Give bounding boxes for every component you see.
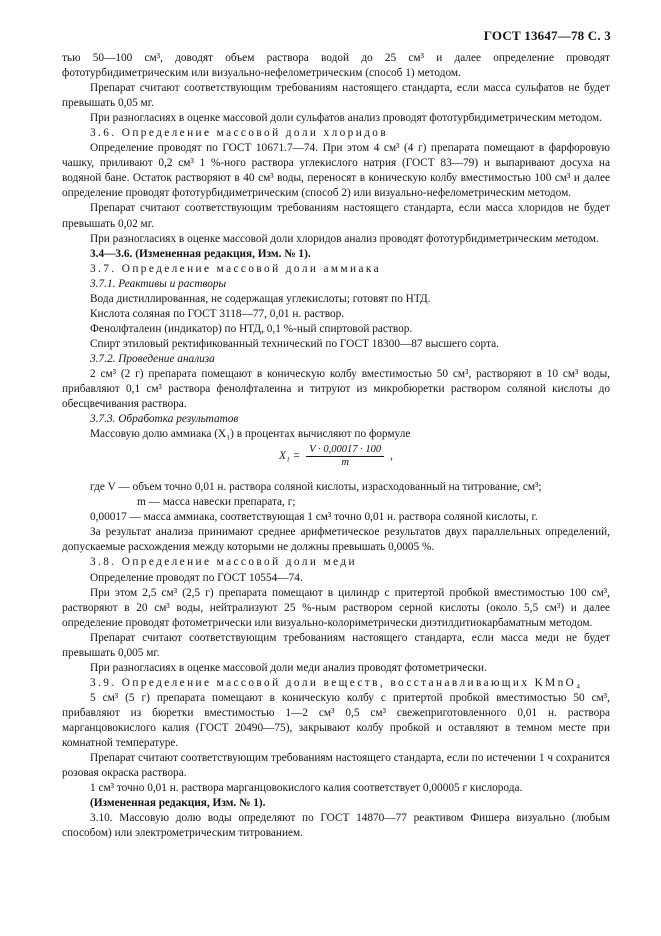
paragraph: Кислота соляная по ГОСТ 3118—77, 0,01 н. раствор.: [90, 307, 345, 320]
paragraph: Спирт этиловый ректификованный технический по ГОСТ 18300—87 высшего сорта.: [90, 337, 499, 350]
paragraph: 3.6. Определение массовой доли хлоридов: [90, 127, 389, 140]
paragraph: 0,00017 — масса аммиака, соответствующая 1 см³ точно 0,01 н. раствора соляной кислоты, г.: [90, 511, 538, 524]
formula-denominator: m: [341, 457, 350, 469]
paragraph: 3.7.1. Реактивы и растворы: [90, 277, 227, 290]
paragraph: За результат анализа принимают среднее арифметическое результатов двух параллельных определений, допускаемые расхождения между которыми не должны превышать 0,0005 %.: [62, 526, 610, 554]
paragraph: 3.8. Определение массовой доли меди: [90, 556, 357, 569]
paragraph: 3.7.2. Проведение анализа: [90, 352, 215, 365]
formula-x1: [62, 444, 610, 476]
paragraph: 3.7. Определение массовой доли аммиака: [90, 262, 382, 275]
paragraph: При этом 2,5 см³ (2,5 г) препарата помещают в цилиндр с притертой пробкой вместимостью 100 см³, растворяют в 20 см³ воды, нейтрализуют 25 %-ным раствором серной кислоты (около 5,5 см³) и далее определение проводят фотометрически или визуально-колориметрически диэтилдитиокарбаматным методом.: [62, 586, 610, 629]
formula-suffix: ,: [390, 450, 393, 463]
paragraph: Массовую долю аммиака (X₁) в процентах вычисляют по формуле: [90, 428, 411, 441]
paragraph: Препарат считают соответствующим требованиям настоящего стандарта, если масса хлоридов не будет превышать 0,02 мг.: [62, 202, 610, 230]
paragraph: Препарат считают соответствующим требованиям настоящего стандарта, если масса сульфатов не будет превышать 0,05 мг.: [62, 82, 610, 110]
formula-lhs: X₁ =: [279, 450, 301, 463]
paragraph: тью 50—100 см³, доводят объем раствора водой до 25 см³ и далее определение проводят фототурбидиметрическим или визуально-нефелометрическим (способ 1) методом.: [62, 52, 610, 80]
paragraph: Препарат считают соответствующим требованиям настоящего стандарта, если масса меди не будет превышать 0,005 мг.: [62, 631, 610, 659]
paragraph: При разногласиях в оценке массовой доли сульфатов анализ проводят фототурбидиметрическим методом.: [90, 112, 603, 125]
paragraph: 3.4—3.6. (Измененная редакция, Изм. № 1).: [90, 247, 311, 260]
page-header: ГОСТ 13647—78 С. 3: [483, 28, 611, 43]
formula-fraction: [306, 444, 384, 469]
paragraph: Фенолфталеин (индикатор) по НТД, 0,1 %-ный спиртовой раствор.: [90, 322, 413, 335]
paragraph: Определение проводят по ГОСТ 10554—74.: [90, 571, 303, 584]
formula-numerator: V · 0,00017 · 100: [306, 444, 384, 457]
paragraph: 2 см³ (2 г) препарата помещают в коническую колбу вместимостью 50 см³, растворяют в 10 см³ воды, прибавляют 0,1 см³ раствора фенолфталеина и титруют из микробюретки раствором соляной кислоты до обесцвечивания раствора.: [62, 367, 610, 411]
paragraph: 1 см³ точно 0,01 н. раствора марганцовокислого калия соответствует 0,00005 г кислорода.: [90, 782, 523, 795]
paragraph: При разногласиях в оценке массовой доли меди анализ проводят фотометрически.: [90, 661, 487, 674]
document-body: [62, 51, 610, 841]
paragraph: Вода дистиллированная, не содержащая углекислоты; готовят по НТД.: [90, 292, 431, 305]
paragraph: 3.10. Массовую долю воды определяют по ГОСТ 14870—77 реактивом Фишера визуально (любым способом) или электрометрическим титрованием.: [62, 812, 610, 840]
paragraph: 3.7.3. Обработка результатов: [90, 413, 239, 426]
paragraph: При разногласиях в оценке массовой доли хлоридов анализ проводят фототурбидиметрическим методом.: [90, 232, 599, 245]
paragraph: (Измененная редакция, Изм. № 1).: [90, 797, 266, 810]
paragraph: где V — объем точно 0,01 н. раствора соляной кислоты, израсходованный на титрование, см³;: [90, 481, 542, 494]
paragraph: Препарат считают соответствующим требованиям настоящего стандарта, если по истечении 1 ч сохранится розовая окраска раствора.: [62, 752, 610, 780]
paragraph: Определение проводят по ГОСТ 10671.7—74. При этом 4 см³ (4 г) препарата помещают в фарфоровую чашку, приливают 0,2 см³ 1 %-ного раствора углекислого натрия (ГОСТ 83—79) и выпаривают досуха на водяной бане. Остаток растворяют в 40 см³ воды, переносят в коническую колбу вместимостью 100 см³ и далее определение проводят фототурбидиметрическим (способ 2) или визуально-нефелометрическим методом.: [62, 142, 610, 200]
text-block-2: [62, 480, 610, 841]
paragraph: 5 см³ (5 г) препарата помещают в коническую колбу с притертой пробкой вместимостью 50 см³, прибавляют из бюретки вместимостью 1—2 см³ 0,5 см³ свежеприготовленного 0,01 н. раствора марганцовокислого калия (ГОСТ 20490—75), закрывают колбу пробкой и оставляют в темном месте при комнатной температуре.: [62, 691, 610, 750]
paragraph: 3.9. Определение массовой доли веществ, восстанавливающих KMnO₄: [90, 676, 583, 689]
text-block-1: [62, 51, 610, 442]
paragraph: m — масса навески препарата, г;: [137, 496, 296, 509]
